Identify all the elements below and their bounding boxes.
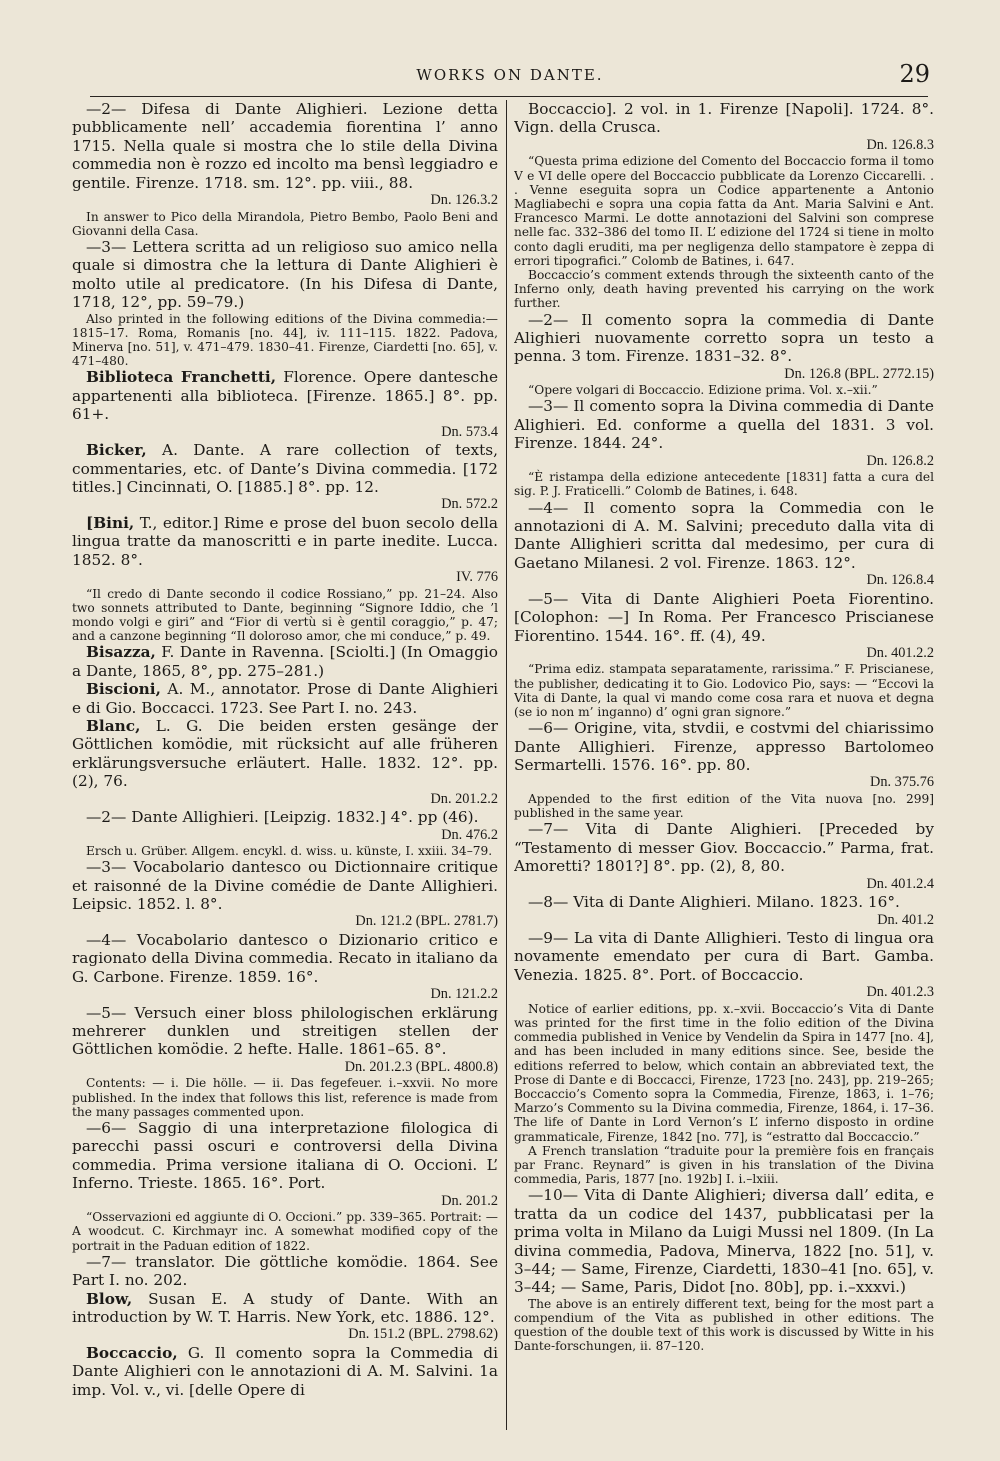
bibliography-entry [72, 643, 498, 680]
entry-text: —2— Il comento sopra la commedia di Dante Alighieri nuovamente corretto sopra un testo a penna. 3 tom. Firenze. 1831–32. 8°. [514, 310, 934, 366]
bibliography-entry [514, 893, 934, 929]
bibliography-entry [72, 368, 498, 441]
call-number: Dn. 573.4 [441, 423, 498, 440]
entry-text: “Osservazioni ed aggiunte di O. Occioni.” pp. 339–365. Portrait: — A woodcut. C. Kirchmayr inc. A somewhat modified copy of the portrait in the Paduan edition of 1822. [72, 1210, 498, 1253]
call-number: Dn. 201.2 [441, 1192, 498, 1209]
entry-text: —7— translator. Die göttliche komödie. 1864. See Part I. no. 202. [72, 1252, 498, 1290]
bibliography-entry [514, 100, 934, 154]
entry-text: —6— Origine, vita, stvdii, e costvmi del chiarissimo Dante Allighieri. Firenze, appresso Bartolomeo Sermartelli. 1576. 16°. pp. 80. [514, 719, 934, 775]
bibliography-entry [514, 499, 934, 590]
entry-text: G. Il comento sopra la Commedia di Dante Alighieri con le annotazioni di A. M. Salvini. 1a imp. Vol. v., vi. [delle Opere di [72, 1343, 498, 1399]
bibliography-entry [72, 1344, 498, 1399]
running-title: WORKS ON DANTE. [416, 66, 604, 84]
call-number: Dn. 375.76 [870, 774, 934, 791]
bibliography-note [514, 1297, 934, 1354]
entry-text: Susan E. A study of Dante. With an introduction by W. T. Harris. New York, etc. 1886. 12°. [72, 1289, 498, 1326]
entry-text: Florence. Opere dantesche appartenenti alla biblioteca. [Firenze. 1865.] 8°. pp. 61+. [72, 368, 498, 424]
call-number: Dn. 401.2.2 [866, 644, 934, 661]
page-number: 29 [899, 60, 930, 88]
bibliography-entry [514, 1186, 934, 1296]
left-column [72, 100, 498, 1440]
entry-heading: Bisazza, [86, 643, 156, 662]
call-number: Dn. 126.8.2 [866, 452, 934, 469]
call-number: Dn. 121.2.2 [430, 986, 498, 1003]
entry-text: A. Dante. A rare collection of texts, commentaries, etc. of Dante’s Divina commedia. [172 titles.] Cincinnati, O. [1885.] 8°. pp. 12. [72, 441, 498, 496]
call-number: Dn. 151.2 (BPL. 2798.62) [348, 1326, 498, 1343]
bibliography-entry [514, 820, 934, 893]
entry-text: “Il credo di Dante secondo il codice Rossiano,” pp. 21–24. Also two sonnets attributed to Dante, beginning “Signore Iddio, che ’l mondo volgi e giri” and “Fior di vertù si è gentil coraggio,” p. 47; and a canzone beginning “Il doloroso amor, che mi conduce,” p. 49. [72, 586, 498, 644]
call-number: Dn. 572.2 [441, 496, 498, 513]
bibliography-note [72, 210, 498, 238]
entry-text: Appended to the first edition of the Vita nuova [no. 299] published in the same year. [514, 791, 934, 821]
call-number: Dn. 121.2 (BPL. 2781.7) [355, 913, 498, 930]
right-column [514, 100, 934, 1440]
call-number: Dn. 401.2.4 [866, 875, 934, 892]
entry-text: —3— Vocabolario dantesco ou Dictionnaire critique et raisonné de la Divine comédie de Dante Allighieri. Leipsic. 1852. l. 8°. [72, 858, 498, 914]
entry-text: A. M., annotator. Prose di Dante Alighieri e di Gio. Boccacci. 1723. See Part I. no. 243. [72, 680, 498, 717]
bibliography-entry [72, 680, 498, 717]
entry-text: —5— Vita di Dante Alighieri Poeta Fiorentino. [Colophon: —] In Roma. Per Francesco Priscianese Fiorentino. 1544. 16°. ff. (4), 49. [514, 589, 934, 645]
call-number: Dn. 401.2.3 [866, 984, 934, 1001]
call-number: IV. 776 [456, 569, 498, 586]
bibliography-entry [72, 717, 498, 808]
bibliography-entry [514, 590, 934, 663]
entry-text: —4— Vocabolario dantesco o Dizionario critico e ragionato della Divina commedia. Recato in italiano da G. Carbone. Firenze. 1859. 16°. [72, 930, 498, 986]
bibliography-entry [72, 1290, 498, 1344]
bibliography-entry [514, 929, 934, 1002]
entry-heading: Boccaccio, [86, 1343, 178, 1362]
bibliography-entry [514, 397, 934, 470]
bibliography-entry [72, 238, 498, 312]
bibliography-note [72, 312, 498, 369]
bibliography-note [72, 1210, 498, 1253]
bibliography-note [514, 268, 934, 311]
entry-text: A French translation “traduite pour la première fois en français par Franc. Reynard” is given in his translation of the Divina commedia, Paris, 1877 [no. 192b] I. i.–lxiii. [514, 1143, 934, 1187]
entry-text: Ersch u. Grüber. Allgem. encykl. d. wiss. u. künste, I. xxiii. 34–79. [86, 844, 493, 858]
entry-text: T., editor.] Rime e prose del buon secolo della lingua tratte da manoscritti e in parte inedite. Lucca. 1852. 8°. [72, 513, 498, 569]
bibliography-note [72, 844, 498, 858]
entry-text: “Questa prima edizione del Comento del Boccaccio forma il tomo V e VI delle opere del Boccaccio pubblicate da Lorenzo Ciccarelli. . . Venne eseguita sopra un Codice appartenente a Antonio Magliabechi e sopra una copia fatta da Ant. Maria Salvini e Ant. Francesco Marmi. Le dotte annotazioni del Salvini son comprese nelle fac. 332–386 del tomo II. L’ edizione del 1724 si tiene in molto conto dagli eruditi, ma per negligenza dello stampatore è zeppa di errori tipografici.” Colomb de Batines, i. 647. [514, 154, 934, 268]
page-header [90, 60, 930, 92]
entry-text: —2— Dante Allighieri. [Leipzig. 1832.] 4°. pp (46). [86, 808, 479, 827]
entry-text: —7— Vita di Dante Alighieri. [Preceded by “Testamento di messer Giov. Boccaccio.” Parma, frat. Amoretti? 1801?] 8°. pp. (2), 8, 80. [514, 820, 934, 876]
header-rule [90, 96, 928, 97]
entry-text: F. Dante in Ravenna. [Sciolti.] (In Omaggio a Dante, 1865, 8°, pp. 275–281.) [72, 643, 498, 680]
bibliography-note [514, 792, 934, 820]
call-number: Dn. 201.2.2 [430, 790, 498, 807]
bibliography-entry [72, 931, 498, 1004]
bibliography-entry [72, 1004, 498, 1077]
bibliography-note [72, 587, 498, 644]
entry-text: Also printed in the following editions of the Divina commedia:— 1815–17. Roma, Romanis [no. 44], iv. 111–115. 1822. Padova, Minerva [no. 51], v. 471–479. 1830–41. Firenze, Ciardetti [no. 65], v. 471–480. [72, 311, 498, 369]
bibliography-entry [72, 1253, 498, 1290]
call-number: Dn. 126.3.2 [430, 192, 498, 209]
entry-text: —10— Vita di Dante Alighieri; diversa dall’ edita, e tratta da un codice del 1437, pubblicatasi per la prima volta in Milano da Luigi Mussi nel 1809. (In La divina commedia, Padova, Minerva, 1822 [no. 51], v. 3–44; — Same, Firenze, Ciardetti, 1830–41 [no. 65], v. 3–44; — Same, Paris, Didot [no. 80b], pp. i.–xxxvi.) [514, 1186, 934, 1297]
call-number: Dn. 126.8 (BPL. 2772.15) [784, 365, 934, 382]
entry-text: —3— Lettera scritta ad un religioso suo amico nella quale si dimostra che la lettura di Dante Alighieri è molto utile al predicatore. (In his Difesa di Dante, 1718, 12°, pp. 59–79.) [72, 237, 498, 312]
bibliography-note [72, 1076, 498, 1119]
bibliography-note [514, 470, 934, 498]
entry-heading: Biblioteca Franchetti, [86, 368, 277, 387]
entry-heading: Blow, [86, 1289, 133, 1308]
bibliography-entry [72, 858, 498, 931]
entry-text: —9— La vita di Dante Allighieri. Testo di lingua ora novamente emendato per cura di Bart. Gamba. Venezia. 1825. 8°. Port. of Boccaccio. [514, 929, 934, 984]
entry-text: —8— Vita di Dante Alighieri. Milano. 1823. 16°. [528, 893, 900, 912]
bibliography-note [514, 1144, 934, 1187]
bibliography-entry [72, 808, 498, 844]
entry-text: “Opere volgari di Boccaccio. Edizione prima. Vol. x.–xii.” [528, 383, 878, 398]
entry-heading: Blanc, [86, 716, 141, 735]
bibliography-entry [72, 1119, 498, 1210]
bibliography-entry [514, 719, 934, 792]
call-number: Dn. 476.2 [441, 826, 498, 843]
entry-text: Notice of earlier editions, pp. x.–xvii. Boccaccio’s Vita di Dante was printed for the first time in the folio edition of the Divina commedia published in Venice by Vendelin da Spira in 1477 [no. 4], and has been included in many editions since. See, beside the editions referred to below, which contain an abbreviated text, the Prose di Dante e di Boccacci, Firenze, 1723 [no. 243], pp. 219–265; Boccaccio’s Comento sopra la Commedia, Firenze, 1863, i. 1–76; Marzo’s Commento su la Divina commedia, Firenze, 1864, i. 17–36. The life of Dante in Lord Vernon’s L’ inferno disposto in ordine grammaticale, Firenze, 1842 [no. 77], is “estratto dal Boccaccio.” [514, 1001, 934, 1144]
bibliography-note [514, 662, 934, 719]
bibliography-entry [72, 441, 498, 514]
bibliography-note [514, 154, 934, 268]
call-number: Dn. 126.8.3 [866, 136, 934, 153]
entry-heading: Biscioni, [86, 680, 161, 699]
entry-text: “Prima ediz. stampata separatamente, rarissima.” F. Priscianese, the publisher, dedicating it to Gio. Lodovico Pio, says: — “Eccovi la Vita di Dante, la qual vi mando come cosa rara et nuova et degna (se io non m’ inganno) d’ ogni gran signore.” [514, 662, 934, 720]
entry-text: —5— Versuch einer bloss philologischen erklärung mehrerer dunklen und streitigen stellen der Göttlichen komödie. 2 hefte. Halle. 1861–65. 8°. [72, 1003, 498, 1059]
entry-heading: Bicker, [86, 441, 147, 460]
bibliography-entry [72, 514, 498, 587]
entry-text: —6— Saggio di una interpretazione filologica di parecchi passi oscuri e controversi della Divina commedia. Prima versione italiana di O. Occioni. L’ Inferno. Trieste. 1865. 16°. Port. [72, 1118, 498, 1193]
call-number: Dn. 126.8.4 [866, 572, 934, 589]
entry-heading: [Bini, [86, 513, 135, 532]
bibliography-note [514, 1002, 934, 1144]
call-number: Dn. 201.2.3 (BPL. 4800.8) [344, 1058, 498, 1075]
entry-text: “È ristampa della edizione antecedente [1831] fatta a cura del sig. P. J. Fraticelli.” Colomb de Batines, i. 648. [514, 470, 934, 499]
entry-text: L. G. Die beiden ersten gesänge der Göttlichen komödie, mit rücksicht auf alle früheren erklärungsversuche erläutert. Halle. 1832. 12°. pp. (2), 76. [72, 716, 498, 791]
bibliography-entry [514, 311, 934, 384]
entry-text: —4— Il comento sopra la Commedia con le annotazioni di A. M. Salvini; preceduto dalla vita di Dante Allighieri scritta dal medesimo, per cura di Gaetano Milanesi. 2 vol. Firenze. 1863. 12°. [514, 498, 934, 572]
entry-text: In answer to Pico della Mirandola, Pietro Bembo, Paolo Beni and Giovanni della Casa. [72, 209, 498, 238]
column-divider [506, 100, 507, 1430]
entry-text: The above is an entirely different text, being for the most part a compendium of the Vita as published in other editions. The question of the double text of this work is discussed by Witte in his Dante-forschungen, ii. 87–120. [514, 1296, 934, 1354]
entry-text: —3— Il comento sopra la Divina commedia di Dante Alighieri. Ed. conforme a quella del 1831. 3 vol. Firenze. 1844. 24°. [514, 397, 934, 453]
bibliography-note [514, 383, 934, 397]
entry-text: Boccaccio’s comment extends through the sixteenth canto of the Inferno only, death having prevented his carrying on the work further. [514, 267, 934, 311]
entry-text: Contents: — i. Die hölle. — ii. Das fegefeuer. i.–xxvii. No more published. In the index that follows this list, reference is made from the many passages commented upon. [72, 1076, 498, 1119]
call-number: Dn. 401.2 [877, 911, 934, 928]
bibliography-entry [72, 100, 498, 210]
entry-text: Boccaccio]. 2 vol. in 1. Firenze [Napoli]. 1724. 8°. Vign. della Crusca. [514, 100, 934, 137]
entry-text: —2— Difesa di Dante Alighieri. Lezione detta pubblicamente nell’ accademia fiorentina l’ anno 1715. Nella quale si mostra che lo stile della Divina commedia non è rozzo ed incolto ma bensì leggiadro e gentile. Firenze. 1718. sm. 12°. pp. viii., 88. [72, 100, 498, 192]
